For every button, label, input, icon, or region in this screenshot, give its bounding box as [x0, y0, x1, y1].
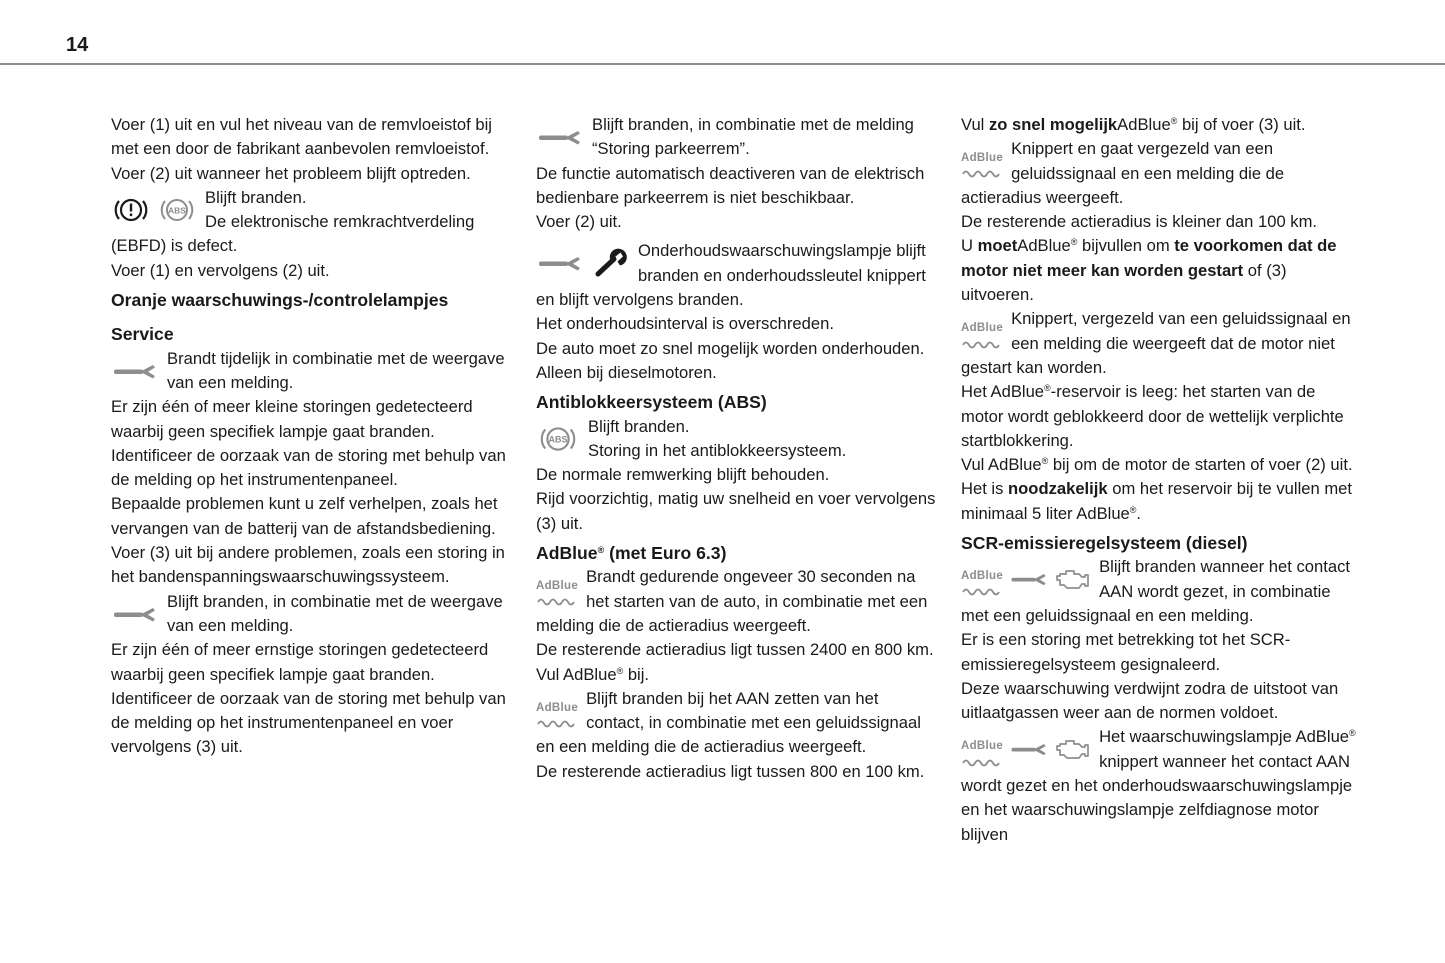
paragraph: De resterende actieradius ligt tussen 2400 en 800 km. — [536, 640, 934, 660]
service-wrench-icon — [111, 601, 159, 627]
warning-block-adblue-3 — [961, 137, 1361, 210]
icon-group — [536, 567, 578, 611]
paragraph: Alleen bij dieselmotoren. — [536, 362, 717, 382]
paragraph: De resterende actieradius is kleiner dan 100 km. — [961, 212, 1318, 232]
engine-check-icon — [1055, 565, 1091, 593]
paragraph: Vul AdBlue® bij. — [536, 664, 650, 684]
adblue-icon: AdBlue — [961, 144, 1003, 178]
paragraph: Identificeer de oorzaak van de storing met behulp van de melding op het instrumentenpaneel en voer vervolgens (3) uit. — [111, 688, 506, 757]
adblue-icon: AdBlue — [961, 314, 1003, 348]
maintenance-spanner-icon — [590, 246, 630, 280]
paragraph: De functie automatisch deactiveren van de elektrisch bedienbare parkeerrem is niet beschikbaar. — [536, 163, 925, 207]
warning-block-scr-2 — [961, 725, 1361, 846]
service-wrench-icon — [536, 250, 584, 276]
paragraph: Blijft branden. — [205, 187, 307, 207]
paragraph: Knippert en gaat vergezeld van een geluidssignaal en een melding die de actieradius weergeeft. — [961, 139, 1285, 207]
column-1 — [111, 113, 511, 760]
icon-group — [961, 557, 1091, 601]
icon-group — [111, 592, 159, 636]
adblue-icon: AdBlue — [536, 694, 578, 728]
paragraph: Blijft branden, in combinatie met de weergave van een melding. — [167, 591, 503, 635]
icon-group — [961, 139, 1003, 183]
icon-group — [111, 349, 159, 393]
adblue-icon: AdBlue — [961, 562, 1003, 596]
paragraph: Vul zo snel mogelijkAdBlue® bij of voer (3) uit. — [961, 115, 1306, 134]
paragraph: Er zijn één of meer kleine storingen gedetecteerd waarbij geen specifiek lampje gaat branden. — [111, 397, 473, 441]
paragraph: Voer (1) en vervolgens (2) uit. — [111, 260, 330, 280]
paragraph: De resterende actieradius ligt tussen 800 en 100 km. — [536, 761, 925, 781]
paragraph: Blijft branden bij het AAN zetten van het contact, in combinatie met een geluidssignaal en een melding die de actieradius weergeeft. — [536, 688, 921, 757]
warning-block-service-1 — [111, 347, 511, 396]
adblue-icon: AdBlue — [536, 572, 578, 606]
warning-block-ebfd — [111, 186, 511, 259]
service-wrench-icon — [111, 358, 159, 384]
paragraph: Het onderhoudsinterval is overschreden. — [536, 314, 834, 334]
warning-block-parking-brake — [536, 113, 936, 162]
column-3 — [961, 113, 1361, 847]
paragraph: Het waarschuwingslampje AdBlue® knippert wanneer het contact AAN wordt gezet en het onderhoudswaarschuwingslampje en het waarschuwingslampje zelfdiagnose motor blijven — [961, 727, 1356, 844]
subsection-heading: Service — [111, 324, 174, 345]
icon-group — [536, 417, 580, 461]
abs-icon-label: ABS — [548, 434, 568, 445]
paragraph: Er is een storing met betrekking tot het SCR-emissieregelsysteem gesignaleerd. — [961, 630, 1291, 674]
section-heading: Antiblokkeersysteem (ABS) — [536, 392, 767, 413]
paragraph: Er zijn één of meer ernstige storingen gedetecteerd waarbij geen specifiek lampje gaat branden. — [111, 640, 489, 684]
paragraph: Knippert, vergezeld van een geluidssignaal en een melding die weergeeft dat de motor niet gestart kan worden. — [961, 309, 1351, 377]
abs-icon — [157, 194, 197, 226]
section-heading: Oranje waarschuwings-/controlelampjes — [111, 290, 449, 311]
paragraph: Blijft branden wanneer het contact AAN wordt gezet, in combinatie met een geluidssignaal en een melding. — [961, 557, 1350, 625]
icon-group — [536, 241, 630, 285]
paragraph: De elektronische remkrachtverdeling (EBFD) is defect. — [111, 212, 475, 256]
page-number: 14 — [66, 34, 89, 56]
icon-group — [111, 188, 197, 232]
paragraph: Onderhoudswaarschuwingslampje blijft branden en onderhoudssleutel knippert en blijft vervolgens branden. — [536, 241, 926, 310]
brake-warning-icon — [111, 194, 151, 226]
paragraph: Blijft branden, in combinatie met de melding “Storing parkeerrem”. — [592, 115, 914, 159]
paragraph: Rijd voorzichtig, matig uw snelheid en voer vervolgens (3) uit. — [536, 489, 936, 533]
warning-block-adblue-2 — [536, 687, 936, 760]
paragraph: U moetAdBlue® bijvullen om te voorkomen dat de motor niet meer kan worden gestart of (3) uitvoeren. — [961, 236, 1337, 305]
paragraph: Brandt gedurende ongeveer 30 seconden na het starten van de auto, in combinatie met een melding die de actieradius weergeeft. — [536, 567, 928, 635]
warning-block-abs — [536, 415, 936, 464]
paragraph: Bepaalde problemen kunt u zelf verhelpen, zoals het vervangen van de batterij van de afstandsbediening. — [111, 494, 498, 538]
paragraph: De auto moet zo snel mogelijk worden onderhouden. — [536, 338, 925, 358]
warning-block-adblue-4 — [961, 307, 1361, 380]
icon-group — [961, 727, 1091, 771]
engine-check-icon — [1055, 735, 1091, 763]
paragraph: Vul AdBlue® bij om de motor de starten of voer (2) uit. — [961, 455, 1353, 475]
section-heading: AdBlue® (met Euro 6.3) — [536, 543, 727, 564]
warning-block-adblue-1 — [536, 565, 936, 638]
header-rule — [0, 63, 1445, 65]
adblue-icon: AdBlue — [961, 732, 1003, 766]
warning-block-scr-1 — [961, 555, 1361, 628]
paragraph: Identificeer de oorzaak van de storing met behulp van de melding op het instrumentenpaneel. — [111, 445, 506, 490]
section-heading: SCR-emissieregelsysteem (diesel) — [961, 533, 1248, 554]
paragraph: Deze waarschuwing verdwijnt zodra de uitstoot van uitlaatgassen weer aan de normen voldoet. — [961, 678, 1339, 723]
paragraph: Het AdBlue®-reservoir is leeg: het starten van de motor wordt geblokkeerd door de wettelijk verplichte startblokkering. — [961, 382, 1344, 450]
paragraph: Brandt tijdelijk in combinatie met de weergave van een melding. — [167, 348, 505, 392]
warning-block-service-2 — [111, 590, 511, 639]
icon-group — [961, 309, 1003, 353]
service-wrench-icon — [1009, 566, 1049, 592]
paragraph: Voer (2) uit. — [536, 212, 622, 232]
abs-icon-label: ABS — [168, 205, 186, 216]
service-wrench-icon — [1009, 736, 1049, 762]
paragraph: Het is noodzakelijk om het reservoir bij te vullen met minimaal 5 liter AdBlue®. — [961, 479, 1353, 523]
warning-block-maintenance — [536, 239, 936, 312]
icon-group — [536, 689, 578, 733]
paragraph: Blijft branden. — [588, 416, 690, 436]
paragraph: Storing in het antiblokkeersysteem. — [588, 440, 847, 460]
abs-icon — [536, 422, 580, 456]
paragraph: Voer (3) uit bij andere problemen, zoals een storing in het bandenspanningswaarschuwingssysteem. — [111, 543, 505, 587]
column-2 — [536, 113, 936, 784]
paragraph: Voer (1) uit en vul het niveau van de remvloeistof bij met een door de fabrikant aanbevolen remvloeistof. Voer (2) uit wanneer het probleem blijft optreden. — [111, 115, 492, 183]
paragraph: De normale remwerking blijft behouden. — [536, 465, 830, 485]
service-wrench-icon — [536, 124, 584, 150]
icon-group — [536, 115, 584, 159]
